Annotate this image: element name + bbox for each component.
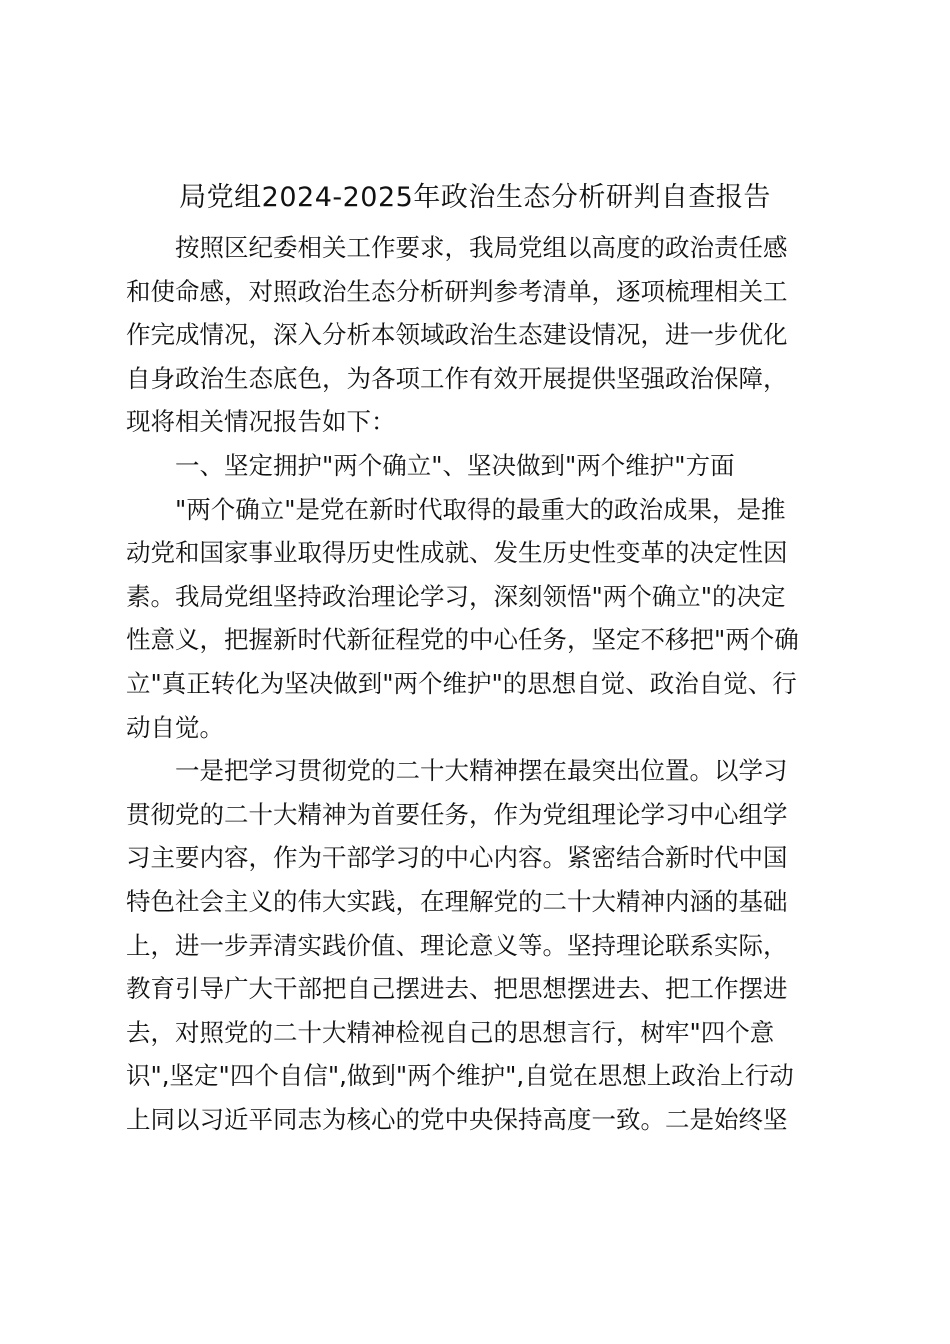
- text-line: 贯彻党的二十大精神为首要任务，作为党组理论学习中心组学: [126, 799, 788, 829]
- text-line: 按照区纪委相关工作要求，我局党组以高度的政治责任感: [175, 233, 788, 262]
- text-line: 动自觉。: [126, 712, 224, 742]
- text-line: 性意义，把握新时代新征程党的中心任务，坚定不移把"两个确: [126, 625, 799, 655]
- text-line: 一、坚定拥护"两个确立"、坚决做到"两个维护"方面: [175, 450, 735, 480]
- text-line: 特色社会主义的伟大实践，在理解党的二十大精神内涵的基础: [126, 886, 788, 916]
- document-body: [126, 226, 826, 1141]
- paragraph-intro: [126, 226, 826, 444]
- text-line: 现将相关情况报告如下：: [126, 407, 396, 437]
- text-line: 和使命感，对照政治生态分析研判参考清单，逐项梳理相关工: [126, 276, 788, 306]
- paragraph-study: [126, 749, 826, 1141]
- document-title: 局党组2024-2025年政治生态分析研判自查报告: [179, 182, 771, 213]
- text-line: 上同以习近平同志为核心的党中央保持高度一致。二是始终坚: [126, 1104, 788, 1134]
- text-line: 素。我局党组坚持政治理论学习，深刻领悟"两个确立"的决定: [126, 581, 786, 611]
- text-line: 自身政治生态底色，为各项工作有效开展提供坚强政治保障，: [126, 363, 788, 393]
- text-line: 习主要内容，作为干部学习的中心内容。紧密结合新时代中国: [126, 843, 788, 873]
- section-heading: [126, 444, 826, 488]
- text-line: "两个确立"是党在新时代取得的最重大的政治成果，是推: [175, 494, 786, 524]
- text-line: 去，对照党的二十大精神检视自己的思想言行，树牢"四个意: [126, 1017, 775, 1047]
- text-line: 动党和国家事业取得历史性成就、发生历史性变革的决定性因: [126, 538, 788, 568]
- text-line: 立"真正转化为坚决做到"两个维护"的思想自觉、政治自觉、行: [126, 668, 797, 698]
- text-line: 作完成情况，深入分析本领域政治生态建设情况，进一步优化: [126, 320, 788, 350]
- text-line: 教育引导广大干部把自己摆进去、把思想摆进去、把工作摆进: [126, 974, 788, 1004]
- paragraph-two-establishments: [126, 488, 826, 750]
- text-line: 识",坚定"四个自信",做到"两个维护",自觉在思想上政治上行动: [126, 1061, 794, 1091]
- text-line: 一是把学习贯彻党的二十大精神摆在最突出位置。以学习: [175, 756, 788, 786]
- text-line: 上，进一步弄清实践价值、理论意义等。坚持理论联系实际，: [126, 930, 788, 960]
